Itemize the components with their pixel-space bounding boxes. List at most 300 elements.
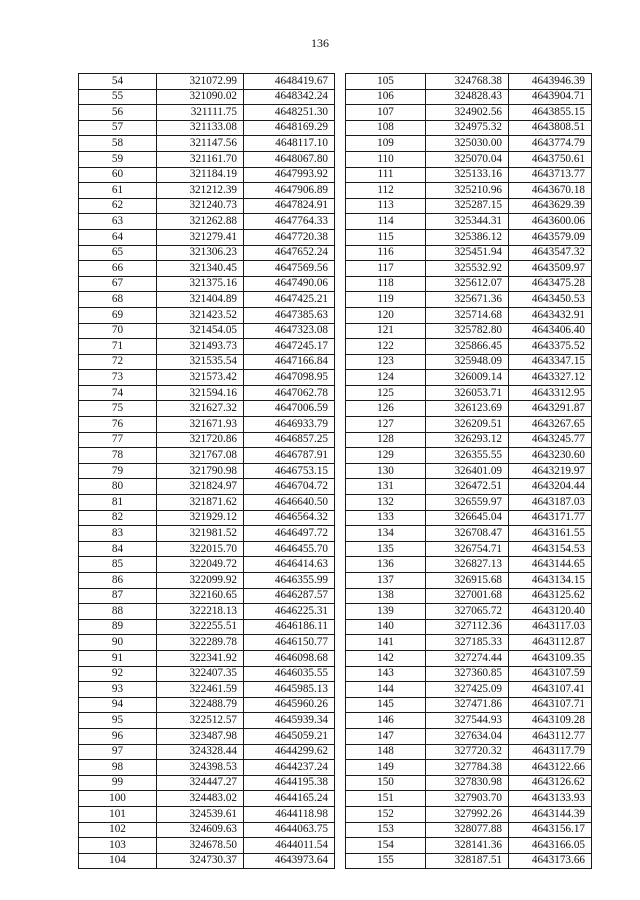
- x-coordinate-cell: 324730.37: [157, 853, 244, 869]
- y-coordinate-cell: 4643375.52: [509, 339, 592, 355]
- y-coordinate-cell: 4643432.91: [509, 307, 592, 323]
- x-coordinate-cell: 327903.70: [426, 791, 509, 807]
- y-coordinate-cell: 4646098.68: [244, 650, 335, 666]
- x-coordinate-cell: 324902.56: [426, 105, 509, 121]
- x-coordinate-cell: 327112.36: [426, 619, 509, 635]
- y-coordinate-cell: 4643134.15: [509, 573, 592, 589]
- table-row: [346, 370, 592, 386]
- point-number-cell: 78: [79, 448, 157, 464]
- x-coordinate-cell: 321090.02: [157, 89, 244, 105]
- point-number-cell: 93: [79, 682, 157, 698]
- y-coordinate-cell: 4645960.26: [244, 697, 335, 713]
- y-coordinate-cell: 4643107.41: [509, 682, 592, 698]
- point-number-cell: 136: [346, 557, 426, 573]
- point-number-cell: 135: [346, 541, 426, 557]
- table-row: [346, 838, 592, 854]
- x-coordinate-cell: 321240.73: [157, 198, 244, 214]
- point-number-cell: 120: [346, 307, 426, 323]
- point-number-cell: 150: [346, 775, 426, 791]
- y-coordinate-cell: 4643670.18: [509, 183, 592, 199]
- point-number-cell: 119: [346, 292, 426, 308]
- point-number-cell: 100: [79, 791, 157, 807]
- x-coordinate-cell: 321871.62: [157, 495, 244, 511]
- table-row: [346, 307, 592, 323]
- page-number: 136: [311, 36, 329, 50]
- point-number-cell: 110: [346, 151, 426, 167]
- x-coordinate-cell: 326827.13: [426, 557, 509, 573]
- x-coordinate-cell: 327425.09: [426, 682, 509, 698]
- x-coordinate-cell: 321493.73: [157, 339, 244, 355]
- table-row: [79, 588, 335, 604]
- y-coordinate-cell: 4644118.98: [244, 806, 335, 822]
- table-row: [79, 183, 335, 199]
- table-row: [79, 417, 335, 433]
- y-coordinate-cell: 4643973.64: [244, 853, 335, 869]
- x-coordinate-cell: 324975.32: [426, 120, 509, 136]
- y-coordinate-cell: 4643509.97: [509, 261, 592, 277]
- point-number-cell: 75: [79, 401, 157, 417]
- x-coordinate-cell: 325386.12: [426, 229, 509, 245]
- y-coordinate-cell: 4643230.60: [509, 448, 592, 464]
- table-row: [346, 229, 592, 245]
- x-coordinate-cell: 325210.96: [426, 183, 509, 199]
- point-number-cell: 92: [79, 666, 157, 682]
- x-coordinate-cell: 325030.00: [426, 136, 509, 152]
- x-coordinate-cell: 326708.47: [426, 526, 509, 542]
- y-coordinate-cell: 4643107.59: [509, 666, 592, 682]
- y-coordinate-cell: 4646933.79: [244, 417, 335, 433]
- y-coordinate-cell: 4647720.38: [244, 229, 335, 245]
- table-row: [79, 510, 335, 526]
- y-coordinate-cell: 4643112.77: [509, 728, 592, 744]
- table-row: [79, 198, 335, 214]
- x-coordinate-cell: 321133.08: [157, 120, 244, 136]
- point-number-cell: 91: [79, 650, 157, 666]
- y-coordinate-cell: 4647385.63: [244, 307, 335, 323]
- table-row: [79, 401, 335, 417]
- y-coordinate-cell: 4647824.91: [244, 198, 335, 214]
- point-number-cell: 115: [346, 229, 426, 245]
- y-coordinate-cell: 4648117.10: [244, 136, 335, 152]
- y-coordinate-cell: 4643109.35: [509, 650, 592, 666]
- table-row: [79, 557, 335, 573]
- x-coordinate-cell: 326009.14: [426, 370, 509, 386]
- x-coordinate-cell: 327634.04: [426, 728, 509, 744]
- table-row: [79, 74, 335, 90]
- table-row: [346, 682, 592, 698]
- table-row: [346, 261, 592, 277]
- table-row: [79, 136, 335, 152]
- table-row: [346, 744, 592, 760]
- point-number-cell: 146: [346, 713, 426, 729]
- y-coordinate-cell: 4646640.50: [244, 495, 335, 511]
- x-coordinate-cell: 326559.97: [426, 495, 509, 511]
- table-row: [346, 245, 592, 261]
- table-row: [346, 292, 592, 308]
- point-number-cell: 79: [79, 463, 157, 479]
- x-coordinate-cell: 327360.85: [426, 666, 509, 682]
- x-coordinate-cell: 325451.94: [426, 245, 509, 261]
- table-row: [79, 853, 335, 869]
- y-coordinate-cell: 4643125.62: [509, 588, 592, 604]
- x-coordinate-cell: 321671.93: [157, 417, 244, 433]
- y-coordinate-cell: 4644237.24: [244, 760, 335, 776]
- y-coordinate-cell: 4647652.24: [244, 245, 335, 261]
- y-coordinate-cell: 4643166.05: [509, 838, 592, 854]
- table-row: [346, 588, 592, 604]
- table-row: [346, 760, 592, 776]
- x-coordinate-cell: 324539.61: [157, 806, 244, 822]
- x-coordinate-cell: 325714.68: [426, 307, 509, 323]
- y-coordinate-cell: 4646497.72: [244, 526, 335, 542]
- y-coordinate-cell: 4643750.61: [509, 151, 592, 167]
- x-coordinate-cell: 327544.93: [426, 713, 509, 729]
- x-coordinate-cell: 327784.38: [426, 760, 509, 776]
- table-row: [79, 89, 335, 105]
- point-number-cell: 137: [346, 573, 426, 589]
- y-coordinate-cell: 4644165.24: [244, 791, 335, 807]
- point-number-cell: 82: [79, 510, 157, 526]
- point-number-cell: 106: [346, 89, 426, 105]
- point-number-cell: 134: [346, 526, 426, 542]
- x-coordinate-cell: 321306.23: [157, 245, 244, 261]
- y-coordinate-cell: 4643450.53: [509, 292, 592, 308]
- y-coordinate-cell: 4647490.06: [244, 276, 335, 292]
- point-number-cell: 104: [79, 853, 157, 869]
- y-coordinate-cell: 4643120.40: [509, 604, 592, 620]
- y-coordinate-cell: 4643904.71: [509, 89, 592, 105]
- x-coordinate-cell: 327001.68: [426, 588, 509, 604]
- y-coordinate-cell: 4648342.24: [244, 89, 335, 105]
- point-number-cell: 118: [346, 276, 426, 292]
- table-row: [79, 838, 335, 854]
- point-number-cell: 140: [346, 619, 426, 635]
- point-number-cell: 126: [346, 401, 426, 417]
- y-coordinate-cell: 4648169.29: [244, 120, 335, 136]
- point-number-cell: 153: [346, 822, 426, 838]
- point-number-cell: 74: [79, 385, 157, 401]
- table-row: [79, 713, 335, 729]
- table-row: [79, 573, 335, 589]
- x-coordinate-cell: 324768.38: [426, 74, 509, 90]
- point-number-cell: 128: [346, 432, 426, 448]
- table-row: [79, 167, 335, 183]
- x-coordinate-cell: 324398.53: [157, 760, 244, 776]
- x-coordinate-cell: 326645.04: [426, 510, 509, 526]
- point-number-cell: 155: [346, 853, 426, 869]
- point-number-cell: 57: [79, 120, 157, 136]
- x-coordinate-cell: 321375.16: [157, 276, 244, 292]
- y-coordinate-cell: 4643855.15: [509, 105, 592, 121]
- y-coordinate-cell: 4643122.66: [509, 760, 592, 776]
- x-coordinate-cell: 326754.71: [426, 541, 509, 557]
- point-number-cell: 83: [79, 526, 157, 542]
- y-coordinate-cell: 4643117.79: [509, 744, 592, 760]
- point-number-cell: 96: [79, 728, 157, 744]
- table-row: [346, 526, 592, 542]
- x-coordinate-cell: 326293.12: [426, 432, 509, 448]
- point-number-cell: 73: [79, 370, 157, 386]
- table-row: [79, 526, 335, 542]
- table-row: [346, 448, 592, 464]
- x-coordinate-cell: 327065.72: [426, 604, 509, 620]
- table-row: [79, 307, 335, 323]
- y-coordinate-cell: 4643629.39: [509, 198, 592, 214]
- y-coordinate-cell: 4643154.53: [509, 541, 592, 557]
- y-coordinate-cell: 4646455.70: [244, 541, 335, 557]
- table-row: [346, 666, 592, 682]
- y-coordinate-cell: 4645985.13: [244, 682, 335, 698]
- x-coordinate-cell: 324328.44: [157, 744, 244, 760]
- table-row: [346, 432, 592, 448]
- point-number-cell: 90: [79, 635, 157, 651]
- point-number-cell: 108: [346, 120, 426, 136]
- y-coordinate-cell: 4646753.15: [244, 463, 335, 479]
- table-row: [346, 89, 592, 105]
- y-coordinate-cell: 4644011.54: [244, 838, 335, 854]
- x-coordinate-cell: 321720.86: [157, 432, 244, 448]
- table-row: [346, 339, 592, 355]
- x-coordinate-cell: 328141.36: [426, 838, 509, 854]
- y-coordinate-cell: 4646787.91: [244, 448, 335, 464]
- table-row: [346, 604, 592, 620]
- point-number-cell: 80: [79, 479, 157, 495]
- point-number-cell: 87: [79, 588, 157, 604]
- y-coordinate-cell: 4646857.25: [244, 432, 335, 448]
- y-coordinate-cell: 4646564.32: [244, 510, 335, 526]
- table-row: [346, 853, 592, 869]
- point-number-cell: 71: [79, 339, 157, 355]
- point-number-cell: 89: [79, 619, 157, 635]
- x-coordinate-cell: 321212.39: [157, 183, 244, 199]
- table-row: [346, 136, 592, 152]
- x-coordinate-cell: 326053.71: [426, 385, 509, 401]
- x-coordinate-cell: 322289.78: [157, 635, 244, 651]
- point-number-cell: 129: [346, 448, 426, 464]
- point-number-cell: 131: [346, 479, 426, 495]
- point-number-cell: 76: [79, 417, 157, 433]
- point-number-cell: 139: [346, 604, 426, 620]
- table-row: [79, 728, 335, 744]
- table-row: [79, 666, 335, 682]
- x-coordinate-cell: 321404.89: [157, 292, 244, 308]
- x-coordinate-cell: 327830.98: [426, 775, 509, 791]
- point-number-cell: 111: [346, 167, 426, 183]
- x-coordinate-cell: 322341.92: [157, 650, 244, 666]
- y-coordinate-cell: 4643109.28: [509, 713, 592, 729]
- y-coordinate-cell: 4643475.28: [509, 276, 592, 292]
- table-row: [79, 261, 335, 277]
- point-number-cell: 105: [346, 74, 426, 90]
- table-row: [79, 432, 335, 448]
- point-number-cell: 70: [79, 323, 157, 339]
- point-number-cell: 61: [79, 183, 157, 199]
- x-coordinate-cell: 324678.50: [157, 838, 244, 854]
- point-number-cell: 113: [346, 198, 426, 214]
- table-row: [346, 167, 592, 183]
- table-row: [346, 495, 592, 511]
- table-row: [79, 541, 335, 557]
- y-coordinate-cell: 4643946.39: [509, 74, 592, 90]
- table-row: [79, 276, 335, 292]
- x-coordinate-cell: 327992.26: [426, 806, 509, 822]
- y-coordinate-cell: 4646704.72: [244, 479, 335, 495]
- point-number-cell: 122: [346, 339, 426, 355]
- y-coordinate-cell: 4645059.21: [244, 728, 335, 744]
- point-number-cell: 68: [79, 292, 157, 308]
- y-coordinate-cell: 4646186.11: [244, 619, 335, 635]
- point-number-cell: 114: [346, 214, 426, 230]
- x-coordinate-cell: 326915.68: [426, 573, 509, 589]
- table-row: [79, 448, 335, 464]
- point-number-cell: 64: [79, 229, 157, 245]
- table-row: [79, 323, 335, 339]
- x-coordinate-cell: 322407.35: [157, 666, 244, 682]
- y-coordinate-cell: 4643112.87: [509, 635, 592, 651]
- y-coordinate-cell: 4648067.80: [244, 151, 335, 167]
- point-number-cell: 102: [79, 822, 157, 838]
- table-row: [346, 806, 592, 822]
- y-coordinate-cell: 4647425.21: [244, 292, 335, 308]
- y-coordinate-cell: 4645939.34: [244, 713, 335, 729]
- table-row: [79, 604, 335, 620]
- table-row: [79, 120, 335, 136]
- y-coordinate-cell: 4647569.56: [244, 261, 335, 277]
- point-number-cell: 132: [346, 495, 426, 511]
- x-coordinate-cell: 328077.88: [426, 822, 509, 838]
- table-row: [79, 775, 335, 791]
- x-coordinate-cell: 321573.42: [157, 370, 244, 386]
- y-coordinate-cell: 4643547.32: [509, 245, 592, 261]
- x-coordinate-cell: 321111.75: [157, 105, 244, 121]
- x-coordinate-cell: 326472.51: [426, 479, 509, 495]
- point-number-cell: 130: [346, 463, 426, 479]
- table-row: [346, 354, 592, 370]
- y-coordinate-cell: 4644063.75: [244, 822, 335, 838]
- y-coordinate-cell: 4643219.97: [509, 463, 592, 479]
- x-coordinate-cell: 323487.98: [157, 728, 244, 744]
- table-row: [346, 650, 592, 666]
- table-row: [79, 385, 335, 401]
- point-number-cell: 94: [79, 697, 157, 713]
- y-coordinate-cell: 4643156.17: [509, 822, 592, 838]
- point-number-cell: 97: [79, 744, 157, 760]
- point-number-cell: 125: [346, 385, 426, 401]
- y-coordinate-cell: 4648251.30: [244, 105, 335, 121]
- point-number-cell: 58: [79, 136, 157, 152]
- table-row: [346, 323, 592, 339]
- y-coordinate-cell: 4647098.95: [244, 370, 335, 386]
- y-coordinate-cell: 4643312.95: [509, 385, 592, 401]
- point-number-cell: 77: [79, 432, 157, 448]
- x-coordinate-cell: 326401.09: [426, 463, 509, 479]
- table-row: [346, 619, 592, 635]
- table-row: [346, 728, 592, 744]
- table-row: [346, 183, 592, 199]
- table-row: [346, 713, 592, 729]
- x-coordinate-cell: 322160.65: [157, 588, 244, 604]
- table-row: [346, 573, 592, 589]
- table-row: [79, 495, 335, 511]
- table-row: [79, 151, 335, 167]
- point-number-cell: 56: [79, 105, 157, 121]
- x-coordinate-cell: 325287.15: [426, 198, 509, 214]
- point-number-cell: 144: [346, 682, 426, 698]
- table-row: [79, 339, 335, 355]
- y-coordinate-cell: 4647062.78: [244, 385, 335, 401]
- x-coordinate-cell: 327274.44: [426, 650, 509, 666]
- x-coordinate-cell: 324609.63: [157, 822, 244, 838]
- y-coordinate-cell: 4643327.12: [509, 370, 592, 386]
- x-coordinate-cell: 322255.51: [157, 619, 244, 635]
- table-row: [79, 619, 335, 635]
- point-number-cell: 63: [79, 214, 157, 230]
- point-number-cell: 72: [79, 354, 157, 370]
- x-coordinate-cell: 322488.79: [157, 697, 244, 713]
- x-coordinate-cell: 322512.57: [157, 713, 244, 729]
- x-coordinate-cell: 327185.33: [426, 635, 509, 651]
- point-number-cell: 88: [79, 604, 157, 620]
- table-row: [346, 791, 592, 807]
- y-coordinate-cell: 4643267.65: [509, 417, 592, 433]
- coordinates-table-left: [78, 73, 335, 869]
- x-coordinate-cell: 327471.86: [426, 697, 509, 713]
- table-row: [79, 463, 335, 479]
- point-number-cell: 127: [346, 417, 426, 433]
- point-number-cell: 133: [346, 510, 426, 526]
- table-row: [346, 105, 592, 121]
- x-coordinate-cell: 325671.36: [426, 292, 509, 308]
- table-row: [79, 245, 335, 261]
- table-row: [79, 105, 335, 121]
- table-row: [346, 276, 592, 292]
- y-coordinate-cell: 4648419.67: [244, 74, 335, 90]
- table-row: [346, 510, 592, 526]
- x-coordinate-cell: 325070.04: [426, 151, 509, 167]
- x-coordinate-cell: 324447.27: [157, 775, 244, 791]
- table-row: [79, 479, 335, 495]
- y-coordinate-cell: 4647906.89: [244, 183, 335, 199]
- x-coordinate-cell: 325782.80: [426, 323, 509, 339]
- y-coordinate-cell: 4643133.93: [509, 791, 592, 807]
- y-coordinate-cell: 4644195.38: [244, 775, 335, 791]
- point-number-cell: 84: [79, 541, 157, 557]
- y-coordinate-cell: 4643144.65: [509, 557, 592, 573]
- table-row: [79, 822, 335, 838]
- point-number-cell: 109: [346, 136, 426, 152]
- x-coordinate-cell: 325532.92: [426, 261, 509, 277]
- y-coordinate-cell: 4647764.33: [244, 214, 335, 230]
- point-number-cell: 138: [346, 588, 426, 604]
- point-number-cell: 95: [79, 713, 157, 729]
- y-coordinate-cell: 4647166.84: [244, 354, 335, 370]
- point-number-cell: 142: [346, 650, 426, 666]
- table-row: [79, 682, 335, 698]
- x-coordinate-cell: 326123.69: [426, 401, 509, 417]
- x-coordinate-cell: 322461.59: [157, 682, 244, 698]
- x-coordinate-cell: 322099.92: [157, 573, 244, 589]
- table-row: [346, 557, 592, 573]
- y-coordinate-cell: 4643347.15: [509, 354, 592, 370]
- coordinates-table-right: [345, 73, 592, 869]
- table-row: [346, 151, 592, 167]
- point-number-cell: 99: [79, 775, 157, 791]
- x-coordinate-cell: 321535.54: [157, 354, 244, 370]
- point-number-cell: 54: [79, 74, 157, 90]
- point-number-cell: 154: [346, 838, 426, 854]
- table-row: [346, 822, 592, 838]
- point-number-cell: 98: [79, 760, 157, 776]
